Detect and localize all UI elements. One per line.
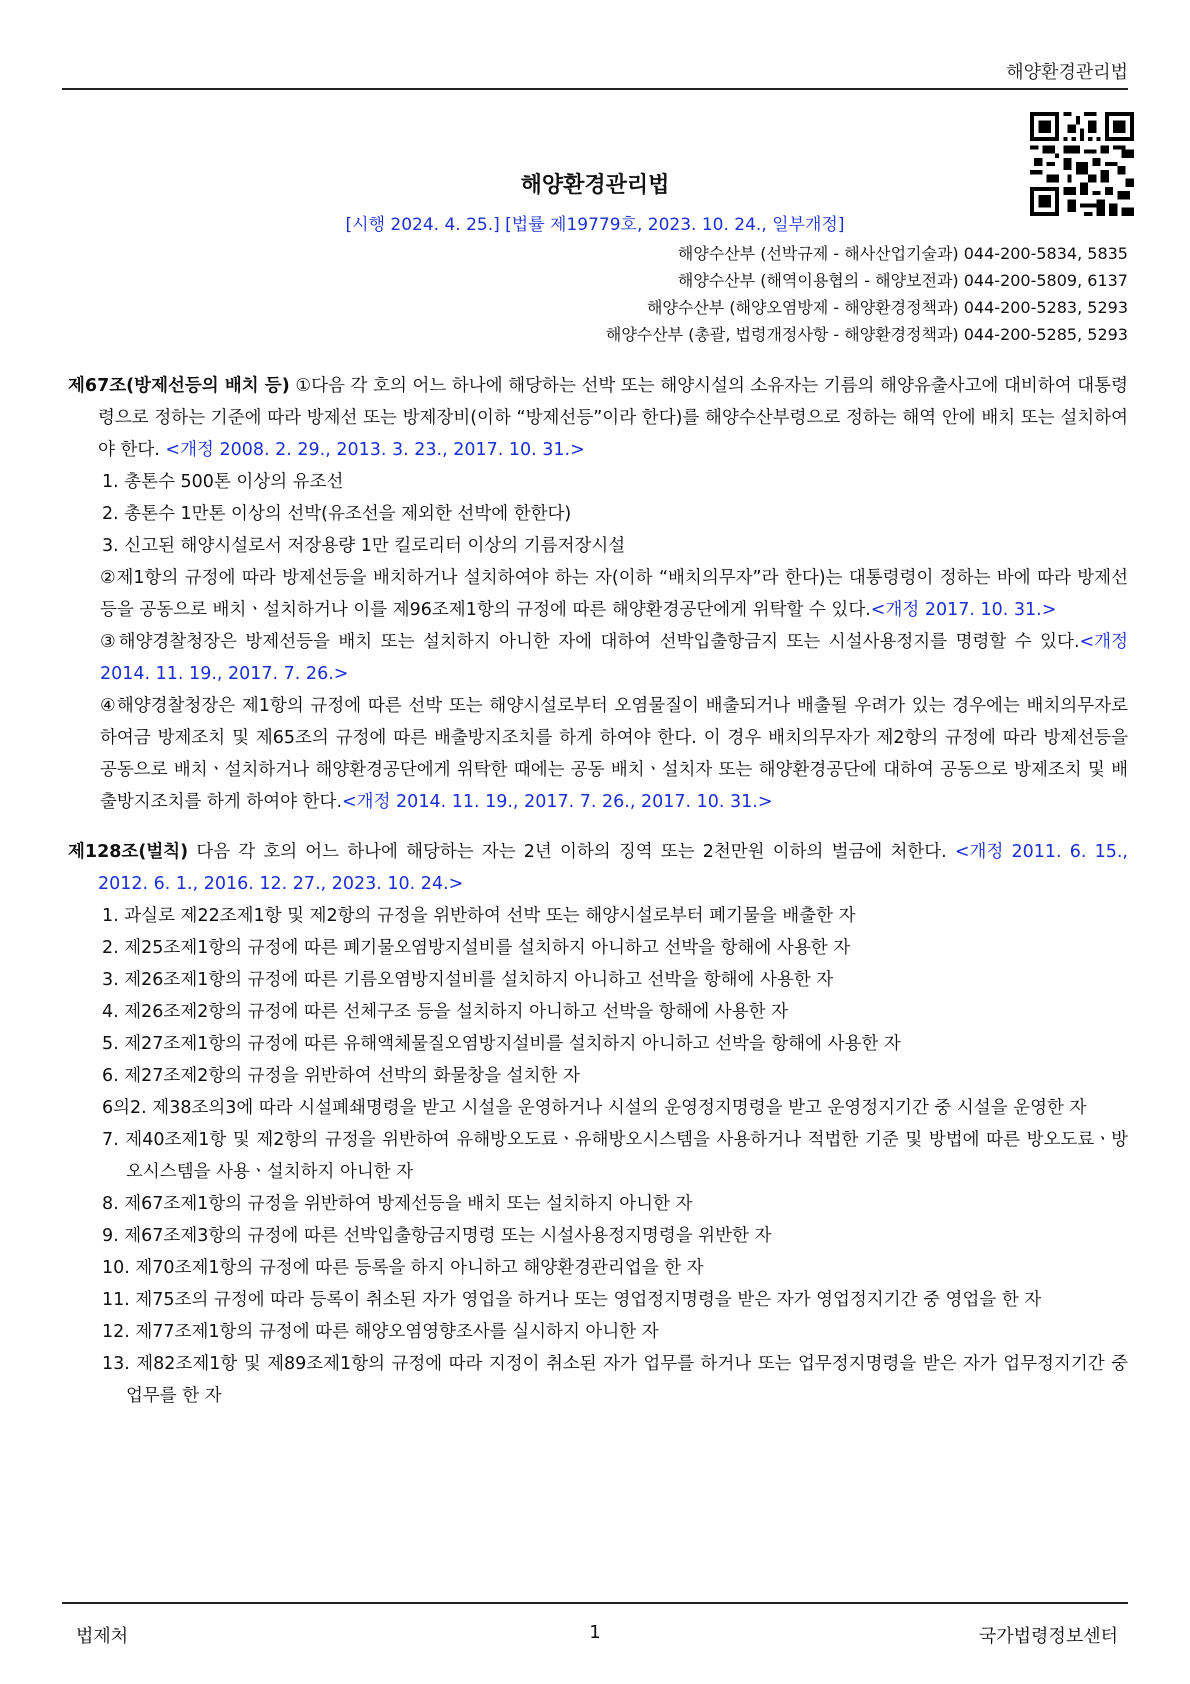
list-item: 13. 제82조제1항 및 제89조제1항의 규정에 따라 지정이 취소된 자가 업무를 하거나 또는 업무정지명령을 받은 자가 업무정지기간 중 업무를 한 자 [102,1354,1128,1406]
list-item: 7. 제40조제1항 및 제2항의 규정을 위반하여 유해방오도료ㆍ유해방오시스템을 사용하거나 적법한 기준 및 방법에 따른 방오도료ㆍ방오시스템을 사용ㆍ설치하지 아니한 자 [102,1130,1128,1182]
paragraph-text: ②제1항의 규정에 따라 방제선등을 배치하거나 설치하여야 하는 자(이하 “배치의무자”라 한다)는 대통령령이 정하는 바에 따라 방제선등을 공동으로 배치ㆍ설치하거나 이를 제96조제1항의 규정에 따른 해양환경공단에게 위탁할 수 있다. [100,568,1128,620]
list-item: 3. 제26조제1항의 규정에 따른 기름오염방지설비를 설치하지 아니하고 선박을 항해에 사용한 자 [102,970,834,990]
footer-publisher: 법제처 [76,1626,129,1647]
amendment-link[interactable]: <개정 2008. 2. 29., 2013. 3. 23., 2017. 10. 31.> [165,440,585,460]
article-67-paragraph-1 [68,370,1128,466]
contact-line: 해양수산부 (총괄, 법령개정사항 - 해양환경정책과) 044-200-5285, 5293 [605,325,1128,344]
list-item: 2. 총톤수 1만톤 이상의 선박(유조선을 제외한 선박에 한한다) [102,504,572,524]
amendment-link[interactable]: <개정 2011. 6. 15., 2012. 6. 1., 2016. 12. 27., 2023. 10. 24.> [98,842,1128,894]
list-item: 5. 제27조제1항의 규정에 따른 유해액체물질오염방지설비를 설치하지 아니하고 선박을 항해에 사용한 자 [102,1034,901,1054]
contact-line: 해양수산부 (해양오염방제 - 해양환경정책과) 044-200-5283, 5293 [646,298,1128,317]
amendment-link[interactable]: <개정 2017. 10. 31.> [870,600,1057,620]
list-item: 4. 제26조제2항의 규정에 따른 선체구조 등을 설치하지 아니하고 선박을 항해에 사용한 자 [102,1002,789,1022]
paragraph-text: ①다음 각 호의 어느 하나에 해당하는 선박 또는 해양시설의 소유자는 기름의 해양유출사고에 대비하여 대통령령으로 정하는 기준에 따라 방제선 또는 방제장비(이하 “방제선등”이라 한다)를 해양수산부령으로 정하는 해역 안에 배치 또는 설치하여야 한다. [98,376,1128,460]
article-67-paragraph-4 [68,690,1128,818]
article-heading[interactable]: 제128조(벌칙) [68,842,189,862]
document-title: 해양환경관리법 [520,173,670,198]
list-item: 1. 과실로 제22조제1항 및 제2항의 규정을 위반하여 선박 또는 해양시설로부터 폐기물을 배출한 자 [102,906,856,926]
header-rule [62,88,1128,90]
paragraph-text: 다음 각 호의 어느 하나에 해당하는 자는 2년 이하의 징역 또는 2천만원 이하의 벌금에 처한다. [196,842,947,862]
qr-code-icon[interactable] [1030,112,1134,216]
list-item: 3. 신고된 해양시설로서 저장용량 1만 킬로리터 이상의 기름저장시설 [102,536,626,556]
list-item: 10. 제70조제1항의 규정에 따른 등록을 하지 아니하고 해양환경관리업을 한 자 [102,1258,704,1278]
list-item: 8. 제67조제1항의 규정을 위반하여 방제선등을 배치 또는 설치하지 아니한 자 [102,1194,693,1214]
list-item: 11. 제75조의 규정에 따라 등록이 취소된 자가 영업을 하거나 또는 영업정지명령을 받은 자가 영업정지기간 중 영업을 한 자 [102,1290,1042,1310]
contact-line: 해양수산부 (해역이용협의 - 해양보전과) 044-200-5809, 6137 [677,271,1128,290]
footer-source: 국가법령정보센터 [978,1626,1118,1647]
list-item: 12. 제77조제1항의 규정에 따른 해양오염영향조사를 실시하지 아니한 자 [102,1322,659,1342]
header-title: 해양환경관리법 [1006,62,1128,83]
list-item: 9. 제67조제3항의 규정에 따른 선박입출항금지명령 또는 시설사용정지명령을 위반한 자 [102,1226,772,1246]
article-67-paragraph-2 [68,562,1128,626]
contact-list [606,240,1128,348]
law-body [68,370,1128,1412]
list-item: 6의2. 제38조의3에 따라 시설폐쇄명령을 받고 시설을 운영하거나 시설의 운영정지명령을 받고 운영정지기간 중 시설을 운영한 자 [102,1098,1087,1118]
article-heading[interactable]: 제67조(방제선등의 배치 등) [68,376,290,396]
list-item: 2. 제25조제1항의 규정에 따른 폐기물오염방지설비를 설치하지 아니하고 선박을 항해에 사용한 자 [102,938,851,958]
promulgation-info[interactable]: [시행 2024. 4. 25.] [법률 제19779호, 2023. 10. 24., 일부개정] [345,215,845,235]
amendment-link[interactable]: <개정 2014. 11. 19., 2017. 7. 26., 2017. 10. 31.> [342,792,773,812]
footer-rule [62,1602,1128,1604]
article-128 [68,836,1128,1412]
article-67-paragraph-3 [68,626,1128,690]
contact-line: 해양수산부 (선박규제 - 해사산업기술과) 044-200-5834, 5835 [677,244,1128,263]
list-item: 6. 제27조제2항의 규정을 위반하여 선박의 화물창을 설치한 자 [102,1066,580,1086]
paragraph-text: ④해양경찰청장은 제1항의 규정에 따른 선박 또는 해양시설로부터 오염물질이 배출되거나 배출될 우려가 있는 경우에는 배치의무자로 하여금 방제조치 및 제65조의 규정에 따른 배출방지조치를 하게 하여야 한다. 이 경우 배치의무자가 제2항의 규정에 따라 방제선등을 공동으로 배치ㆍ설치하거나 해양환경공단에게 위탁한 때에는 공동 배치ㆍ설치자 또는 해양환경공단에 대하여 공동으로 방제조치 및 배출방지조치를 하게 하여야 한다. [100,696,1128,812]
page-number: 1 [589,1622,601,1643]
amendment-link[interactable]: <개정 2014. 11. 19., 2017. 7. 26.> [100,632,1128,684]
list-item: 1. 총톤수 500톤 이상의 유조선 [102,472,344,492]
paragraph-text: ③해양경찰청장은 방제선등을 배치 또는 설치하지 아니한 자에 대하여 선박입출항금지 또는 시설사용정지를 명령할 수 있다. [100,632,1080,652]
article-67 [68,370,1128,818]
spacer [68,818,1128,836]
article-128-intro [68,836,1128,900]
